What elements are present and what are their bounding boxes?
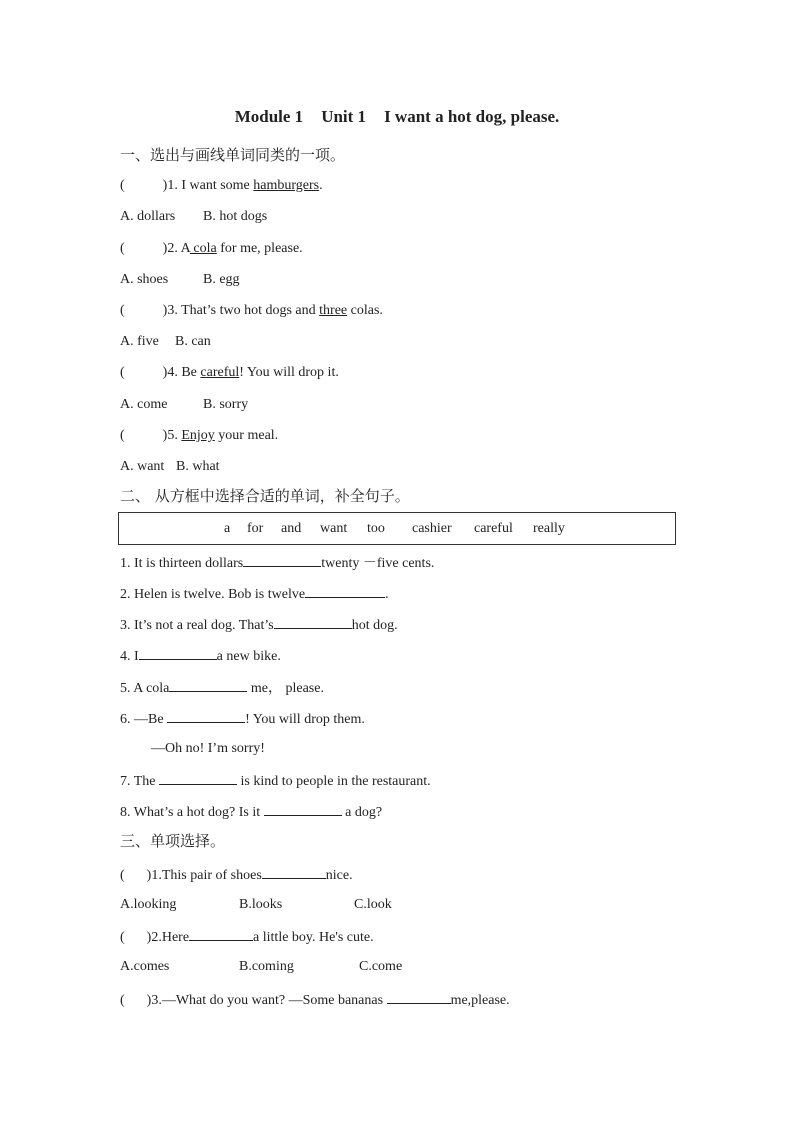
- sentence-text: 7. The: [120, 774, 160, 789]
- word-option: careful: [474, 521, 513, 536]
- question-text: Be: [181, 365, 201, 380]
- s1-q3: [120, 302, 383, 320]
- word-option: a: [224, 521, 231, 536]
- paren: (: [120, 303, 125, 318]
- s1-q1-options: [120, 208, 267, 226]
- s1-q2-options: [120, 271, 240, 289]
- section2-heading: 二、 从方框中选择合适的单词，补全句子。: [120, 487, 410, 505]
- word-option: want: [320, 521, 348, 536]
- answer-blank[interactable]: [167, 709, 245, 723]
- option-c: C.look: [354, 897, 392, 912]
- sentence-text: hot dog.: [351, 618, 398, 633]
- word-option: too: [367, 521, 385, 536]
- option-a: A. want: [120, 459, 165, 474]
- underlined-word: cola: [189, 241, 217, 256]
- answer-blank[interactable]: [262, 865, 326, 879]
- option-b: B. what: [176, 459, 220, 474]
- answer-blank[interactable]: [387, 990, 451, 1004]
- s1-q5-options: [120, 458, 220, 476]
- option-b: B.coming: [239, 959, 294, 974]
- option-a: A.looking: [120, 897, 177, 912]
- s2-sentence-8: [120, 802, 382, 822]
- question-text: me,please.: [450, 993, 510, 1008]
- question-text: nice.: [325, 868, 353, 883]
- s3-q1: [120, 865, 353, 885]
- sentence-text: a dog?: [341, 805, 383, 820]
- option-b: B. hot dogs: [203, 209, 268, 224]
- s1-q5: [120, 427, 278, 445]
- sentence-text: ! You will drop them.: [245, 712, 365, 727]
- sentence-text: 3. It’s not a real dog. That’s: [120, 618, 274, 633]
- underlined-word: careful: [200, 365, 240, 380]
- underlined-word: Enjoy: [181, 428, 215, 443]
- answer-blank[interactable]: [139, 646, 217, 660]
- sentence-text: is kind to people in the restaurant.: [237, 774, 431, 789]
- paren: (: [120, 428, 125, 443]
- s3-q1-options: [120, 896, 392, 914]
- question-text: ! You will drop it.: [239, 365, 339, 380]
- answer-blank[interactable]: [159, 771, 237, 785]
- sentence-text: 5. A cola: [120, 681, 170, 696]
- s2-sentence-6: [120, 709, 365, 729]
- question-number: )5.: [162, 428, 178, 443]
- s3-q2-options: [120, 958, 402, 976]
- paren: (: [120, 868, 125, 883]
- question-text: a little boy. He's cute.: [253, 930, 374, 945]
- s2-sentence-1: [120, 553, 434, 573]
- word-option: really: [533, 521, 565, 536]
- sentence-text: 4. I: [120, 649, 139, 664]
- answer-blank[interactable]: [243, 553, 321, 567]
- paren: (: [120, 930, 125, 945]
- question-text: for me, please.: [216, 241, 303, 256]
- s1-q4: [120, 364, 339, 382]
- s2-sentence-5: [120, 678, 324, 698]
- word-option: cashier: [412, 521, 452, 536]
- paren: (: [120, 178, 125, 193]
- option-b: B. sorry: [203, 397, 249, 412]
- question-text: I want some: [181, 178, 254, 193]
- title-module: Module 1: [234, 107, 304, 126]
- s3-q3: [120, 990, 510, 1010]
- paren: (: [120, 241, 125, 256]
- option-a: A. shoes: [120, 272, 169, 287]
- s1-q4-options: [120, 396, 248, 414]
- question-text: A: [180, 241, 190, 256]
- option-b: B. egg: [203, 272, 240, 287]
- s2-sentence-7: [120, 771, 431, 791]
- word-option: for: [247, 521, 264, 536]
- word-option: and: [281, 521, 302, 536]
- option-b: B.looks: [239, 897, 283, 912]
- question-text: your meal.: [214, 428, 279, 443]
- sentence-text: me， please.: [247, 681, 324, 696]
- option-c: C.come: [359, 959, 403, 974]
- s3-q2: [120, 927, 374, 947]
- s1-q1: [120, 177, 323, 195]
- paren: (: [120, 993, 125, 1008]
- s1-q3-options: [120, 333, 211, 351]
- section3-heading: 三、单项选择。: [120, 832, 226, 850]
- sentence-text: a new bike.: [216, 649, 281, 664]
- title-unit: Unit 1: [321, 107, 367, 126]
- sentence-text: 2. Helen is twelve. Bob is twelve: [120, 587, 306, 602]
- section1-heading: 一、选出与画线单词同类的一项。: [120, 146, 346, 164]
- s2-sentence-4: [120, 646, 281, 666]
- s1-q2: [120, 240, 303, 258]
- question-text: )3.—What do you want? —Some bananas: [146, 993, 387, 1008]
- option-a: A.comes: [120, 959, 170, 974]
- underlined-word: three: [319, 303, 348, 318]
- question-text: )2.Here: [146, 930, 190, 945]
- title-topic: I want a hot dog, please.: [384, 107, 560, 126]
- s2-sentence-3: [120, 615, 398, 635]
- word-box: [118, 512, 676, 545]
- option-a: A. come: [120, 397, 168, 412]
- question-number: )1.: [162, 178, 178, 193]
- question-text: )1.This pair of shoes: [146, 868, 262, 883]
- sentence-text: twenty －five cents.: [321, 556, 435, 571]
- question-number: )2.: [162, 241, 178, 256]
- option-b: B. can: [175, 334, 211, 349]
- question-text: colas.: [347, 303, 383, 318]
- question-text: That’s two hot dogs and: [181, 303, 320, 318]
- question-number: )4.: [162, 365, 178, 380]
- option-a: A. dollars: [120, 209, 176, 224]
- s2-sentence-2: [120, 584, 389, 604]
- answer-blank[interactable]: [305, 584, 385, 598]
- answer-blank[interactable]: [264, 802, 342, 816]
- page-title: [0, 107, 794, 127]
- answer-blank[interactable]: [169, 678, 247, 692]
- underlined-word: hamburgers: [253, 178, 320, 193]
- question-number: )3.: [162, 303, 178, 318]
- sentence-text: .: [385, 587, 389, 602]
- question-text: .: [319, 178, 323, 193]
- s2-sentence-6-reply: —Oh no! I’m sorry!: [151, 741, 265, 756]
- sentence-text: 8. What’s a hot dog? Is it: [120, 805, 264, 820]
- sentence-text: 1. It is thirteen dollars: [120, 556, 244, 571]
- paren: (: [120, 365, 125, 380]
- answer-blank[interactable]: [189, 927, 253, 941]
- option-a: A. five: [120, 334, 159, 349]
- answer-blank[interactable]: [274, 615, 352, 629]
- sentence-text: 6. —Be: [120, 712, 168, 727]
